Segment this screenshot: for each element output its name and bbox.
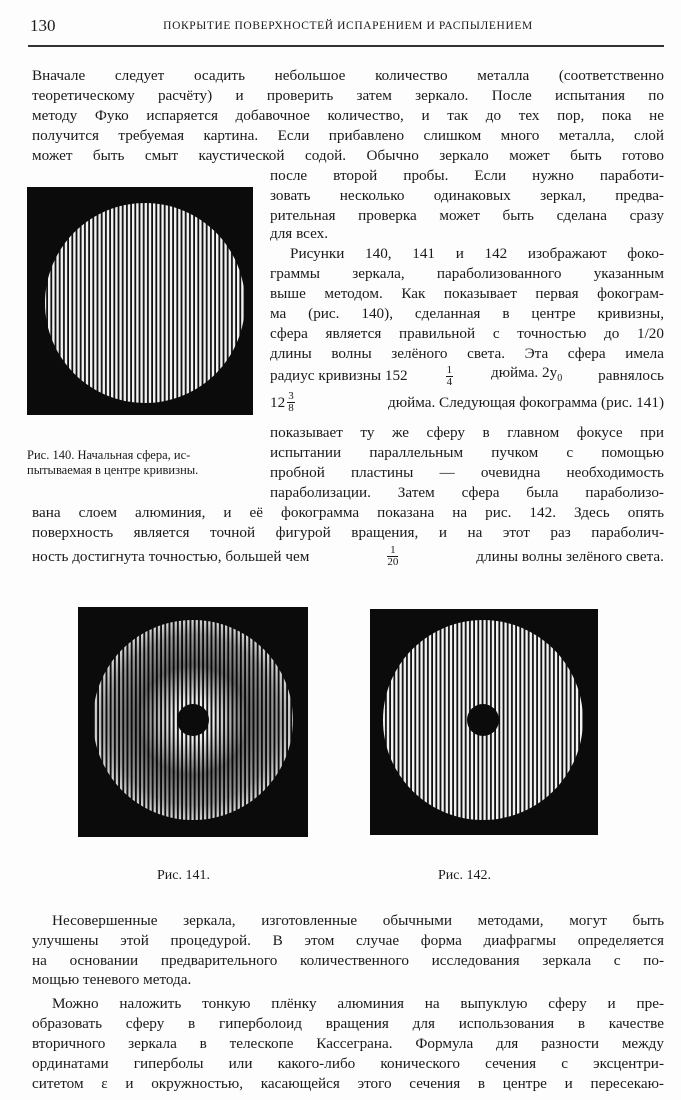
text-line: мощью теневого метода. [32, 971, 192, 988]
text-line: улучшены этой процедурой. В этом случае форма диафрагмы определяется [32, 932, 664, 949]
text-segment: 12 [270, 393, 286, 411]
text-line: теоретическому расчёту) и проверить затем зеркало. После испытания по [32, 87, 664, 104]
fraction [287, 391, 295, 414]
text-line: поверхность является точной фигурой вращения, и на этот раз параболич- [32, 524, 664, 541]
fringe-pattern [45, 203, 245, 403]
header-rule [28, 45, 664, 47]
text-segment: длины волны зелёного света. [476, 547, 664, 565]
text-line: испытании параллельным пучком с помощью [270, 444, 664, 461]
figure-140 [27, 187, 253, 415]
text-line: пробной пластины — очевидна необходимость [270, 464, 664, 481]
text-line: может быть смыт каустической содой. Обычно зеркало может быть готово [32, 147, 664, 164]
focogram-141 [78, 607, 308, 837]
figure-caption: пытываемая в центре кривизны. [27, 463, 199, 477]
focogram-142 [370, 609, 598, 835]
text-line: для всех. [270, 225, 329, 242]
text-segment: равнялось [598, 367, 664, 385]
center-hole [467, 704, 499, 736]
text-line: граммы зеркала, параболизованного указанным [270, 265, 664, 282]
focogram-140 [27, 187, 253, 415]
text-line: зовать несколько одинаковых зеркал, предва- [270, 187, 664, 204]
figure-caption: Рис. 142. [438, 868, 491, 883]
text-line: вана слоем алюминия, и её фокограмма показана на рис. 142. Здесь опять [32, 504, 664, 521]
figure-caption: Рис. 140. Начальная сфера, ис- [27, 448, 191, 462]
fraction [446, 365, 454, 388]
text-segment: дюйма. 2y [490, 364, 558, 381]
figure-141 [78, 607, 308, 837]
text-line: Рисунки 140, 141 и 142 изображают фоко- [290, 245, 664, 262]
text-line: Вначале следует осадить небольшое количество металла (соответственно [32, 67, 664, 84]
fraction-numerator: 3 [288, 390, 294, 402]
fraction-denominator: 4 [446, 375, 453, 388]
page-number: 130 [30, 16, 56, 35]
fraction [387, 545, 398, 568]
radius-line [270, 364, 664, 388]
running-title: ПОКРЫТИЕ ПОВЕРХНОСТЕЙ ИСПАРЕНИЕМ И РАСПЫЛЕНИЕМ [163, 20, 533, 32]
fraction-denominator: 20 [387, 556, 399, 568]
subscript: 0 [557, 373, 563, 385]
text-line: образовать сферу в гиперболоид вращения для использования в качестве [32, 1015, 664, 1032]
text-line: вторичного зеркала в телескопе Кассеграна. Формула для разности между [32, 1035, 664, 1052]
text-line: ма (рис. 140), сделанная в центре кривизны, [270, 305, 664, 322]
text-line: длины волны зелёного света. Эта сфера имела [270, 345, 664, 362]
text-segment: ность достигнута точностью, большей чем [32, 547, 310, 565]
text-line: рительная проверка может быть сделана сразу [270, 207, 664, 224]
text-segment: радиус кривизны 152 [270, 367, 408, 385]
figure-caption: Рис. 141. [157, 868, 210, 883]
precision-line [32, 545, 664, 568]
text-line: на основании предварительного количественного исследования зеркала с по- [32, 952, 664, 969]
center-hole [177, 704, 209, 736]
fraction-denominator: 8 [288, 402, 294, 414]
text-line: выше методом. Как показывает первая фокограм- [270, 285, 664, 302]
text-line: ситетом ε и окружностью, касающейся этого сечения в центре и пересекаю- [32, 1075, 664, 1092]
fraction-numerator: 1 [387, 545, 398, 557]
text-line: показывает ту же сферу в главном фокусе при [270, 424, 664, 441]
text-line: сфера является правильной с точностью до 1/20 [270, 325, 664, 342]
text-segment: дюйма. Следующая фокограмма (рис. 141) [388, 393, 664, 411]
text-line: Несовершенные зеркала, изготовленные обычными методами, могут быть [52, 912, 664, 929]
text-line: параболизации. Затем сфера была параболизо- [270, 484, 664, 501]
y0-line [270, 391, 664, 414]
text-line: методу Фуко испаряется добавочное количество, и так до тех пор, пока не [32, 107, 664, 124]
text-line: после второй пробы. Если нужно паработи- [270, 167, 664, 184]
text-line: ординатами гиперболы или какого-либо конического сечения с эксцентри- [32, 1055, 664, 1072]
text-line: Можно наложить тонкую плёнку алюминия на выпуклую сферу и пре- [52, 995, 664, 1012]
figure-142 [370, 609, 598, 835]
text-line: получится требуемая картина. Если прибавлено слишком много металла, слой [32, 127, 664, 144]
fraction-numerator: 1 [446, 363, 453, 376]
text-segment [491, 364, 562, 388]
